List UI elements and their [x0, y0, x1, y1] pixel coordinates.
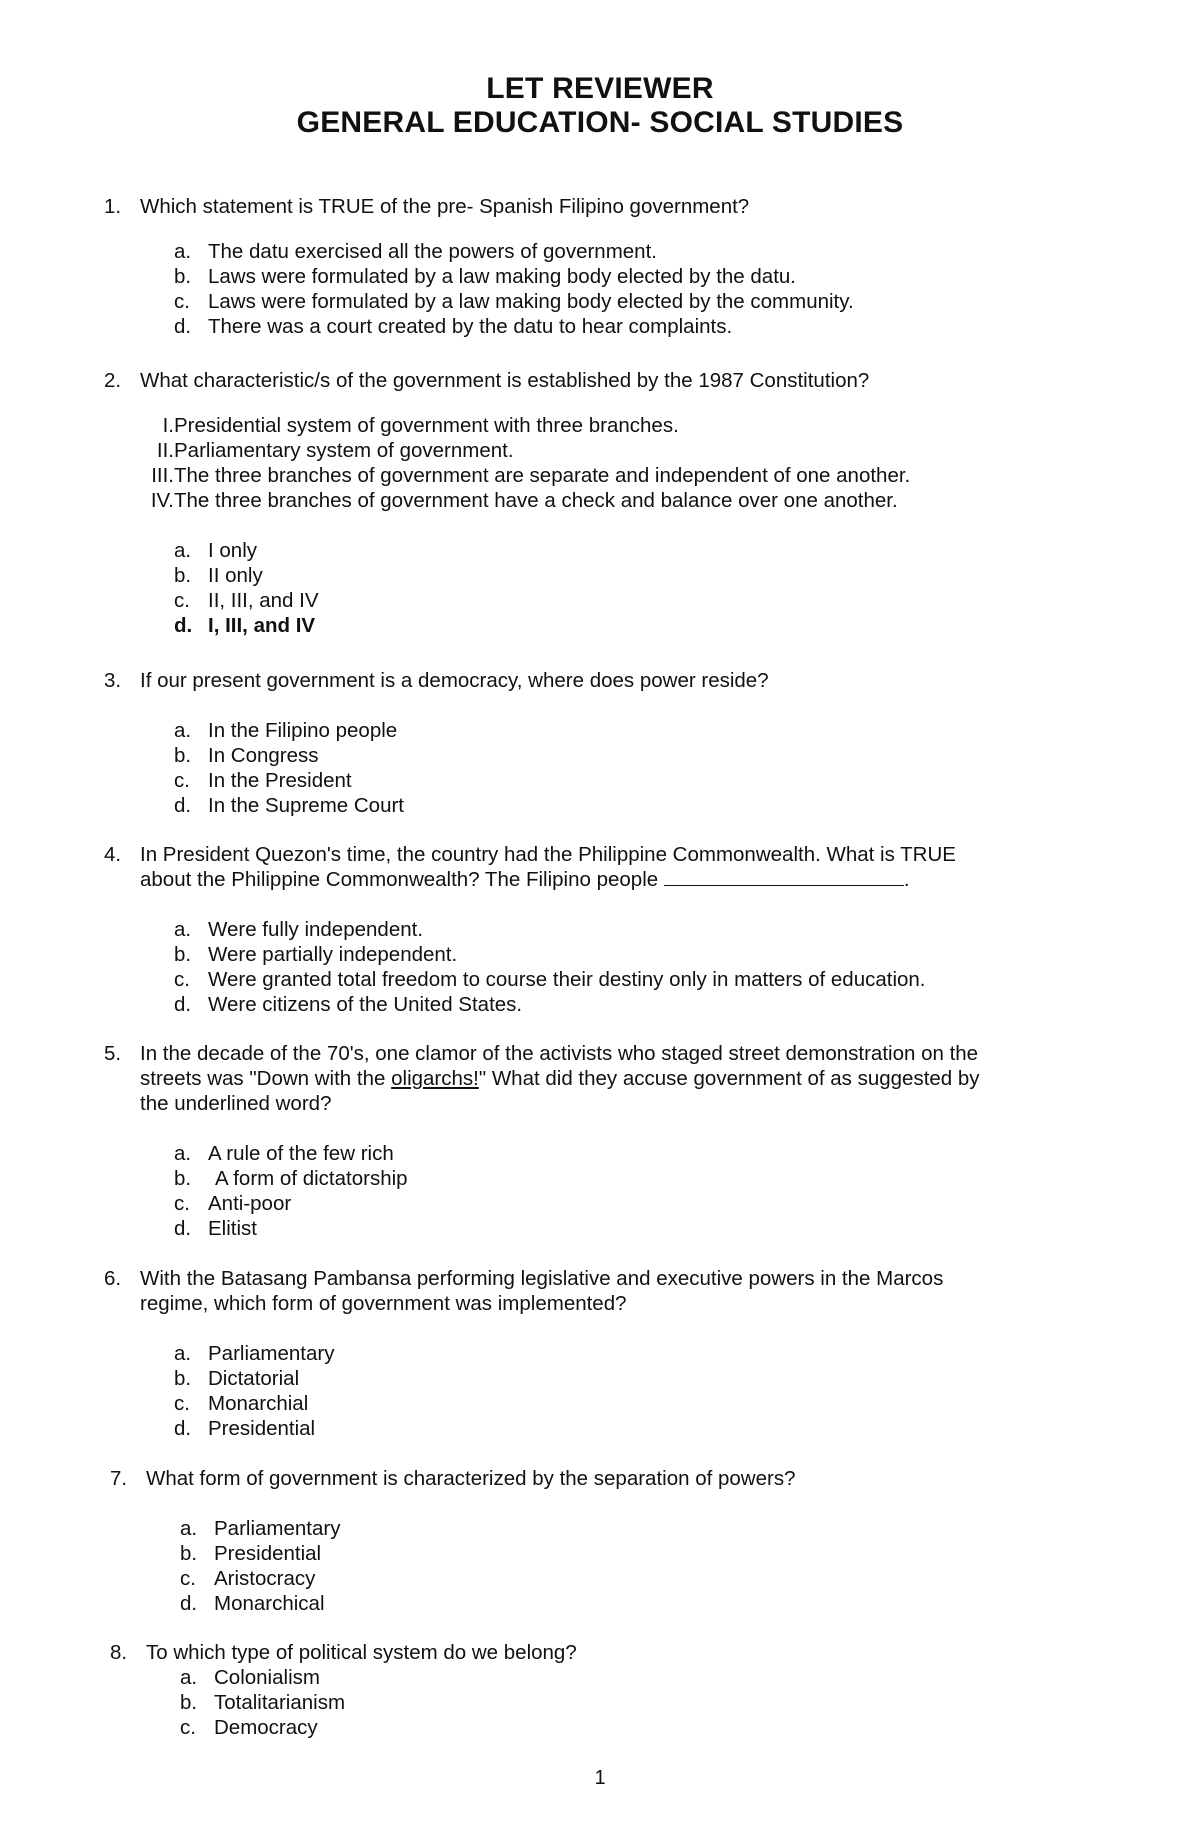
option-letter: d.	[180, 1592, 198, 1615]
roman-numeral: II.	[156, 439, 174, 462]
option-text: Aristocracy	[214, 1567, 316, 1590]
question-1	[104, 194, 1124, 339]
roman-numeral: IV.	[150, 489, 174, 512]
question-6	[104, 1266, 1124, 1441]
answer-option	[104, 743, 1124, 768]
roman-numeral: I.	[162, 414, 174, 437]
question-number: 1.	[104, 195, 122, 218]
page-title: LET REVIEWER	[486, 72, 714, 105]
question-text-end: .	[903, 868, 910, 891]
answer-options	[104, 1665, 1124, 1740]
option-letter: a.	[174, 719, 192, 742]
question-8	[104, 1640, 1124, 1740]
option-letter: d.	[174, 315, 192, 338]
option-letter: b.	[174, 265, 192, 288]
question-stem	[104, 1640, 1124, 1665]
option-letter: a.	[174, 1342, 192, 1365]
option-text: Were partially independent.	[208, 943, 458, 966]
statement-text: Parliamentary system of government.	[174, 439, 514, 462]
roman-statements	[104, 413, 1124, 513]
option-text: Presidential	[214, 1542, 322, 1565]
option-text: A form of dictatorship	[215, 1167, 408, 1190]
answer-option	[104, 1541, 1124, 1566]
question-text-line: In President Quezon's time, the country had the Philippine Commonwealth. What is TRUE	[140, 843, 956, 866]
option-text: Presidential	[208, 1417, 316, 1440]
statement-text: Presidential system of government with three branches.	[174, 414, 679, 437]
option-letter: d.	[174, 1217, 192, 1240]
option-letter: c.	[174, 1392, 190, 1415]
answer-option	[104, 1341, 1124, 1366]
option-letter: c.	[180, 1716, 196, 1739]
question-text: " What did they accuse government of as suggested by	[478, 1067, 980, 1090]
option-letter: a.	[180, 1666, 198, 1689]
question-text: What form of government is characterized by the separation of powers?	[146, 1467, 796, 1490]
answer-option	[104, 1516, 1124, 1541]
answer-option	[104, 588, 1124, 613]
answer-option	[104, 967, 1124, 992]
option-letter: c.	[174, 1192, 190, 1215]
answer-option	[104, 314, 1124, 339]
option-letter: b.	[174, 564, 192, 587]
question-3	[104, 668, 1124, 818]
answer-option	[104, 239, 1124, 264]
question-text-line: the underlined word?	[140, 1092, 332, 1115]
option-text: Colonialism	[214, 1666, 320, 1689]
option-text: Dictatorial	[208, 1367, 300, 1390]
answer-option	[104, 1665, 1124, 1690]
question-stem	[104, 1266, 1124, 1316]
answer-options	[104, 1141, 1124, 1241]
statement-text: The three branches of government have a check and balance over one another.	[174, 489, 898, 512]
option-text: II only	[208, 564, 263, 587]
answer-option	[104, 1690, 1124, 1715]
option-letter: b.	[174, 943, 192, 966]
question-stem	[104, 842, 1124, 892]
answer-option	[104, 793, 1124, 818]
answer-option	[104, 1566, 1124, 1591]
question-text-line	[140, 867, 1124, 892]
question-text: Which statement is TRUE of the pre- Spanish Filipino government?	[140, 195, 750, 218]
option-letter: c.	[180, 1567, 196, 1590]
roman-statement	[104, 488, 1124, 513]
question-number: 7.	[110, 1467, 128, 1490]
answer-options	[104, 917, 1124, 1017]
option-text: In the President	[208, 769, 352, 792]
option-text: I only	[208, 539, 257, 562]
option-letter: d.	[174, 1417, 192, 1440]
answer-option	[104, 563, 1124, 588]
question-text-line	[140, 1066, 1124, 1091]
question-number: 8.	[110, 1641, 128, 1664]
question-text: What characteristic/s of the government is established by the 1987 Constitution?	[140, 369, 870, 392]
answer-option-highlighted	[104, 613, 1124, 638]
question-number: 5.	[104, 1042, 122, 1065]
answer-options	[104, 1516, 1124, 1616]
option-letter: a.	[180, 1517, 198, 1540]
answer-option	[104, 768, 1124, 793]
option-text: Parliamentary	[214, 1517, 341, 1540]
option-text: I, III, and IV	[208, 614, 316, 637]
option-text: Were granted total freedom to course their destiny only in matters of education.	[208, 968, 926, 991]
answer-option	[104, 264, 1124, 289]
option-text: Elitist	[208, 1217, 257, 1240]
option-text: Totalitarianism	[214, 1691, 346, 1714]
answer-option	[104, 1141, 1124, 1166]
answer-options	[104, 538, 1124, 638]
answer-option	[104, 289, 1124, 314]
question-stem	[104, 1466, 1124, 1491]
answer-options	[104, 1341, 1124, 1441]
question-stem	[104, 194, 1124, 219]
answer-option	[104, 1216, 1124, 1241]
answer-options	[104, 718, 1124, 818]
option-text: The datu exercised all the powers of government.	[208, 240, 657, 263]
answer-option	[104, 1416, 1124, 1441]
option-text: II, III, and IV	[208, 589, 319, 612]
option-letter: d.	[174, 993, 192, 1016]
question-stem	[104, 368, 1124, 393]
question-text-line: In the decade of the 70's, one clamor of the activists who staged street demonstration on the	[140, 1042, 979, 1065]
roman-statement	[104, 413, 1124, 438]
answer-option	[104, 1591, 1124, 1616]
question-stem	[104, 668, 1124, 693]
option-letter: b.	[174, 1367, 192, 1390]
question-2	[104, 368, 1124, 638]
answer-option	[104, 1391, 1124, 1416]
answer-option	[104, 1166, 1124, 1191]
roman-statement	[104, 463, 1124, 488]
option-text: In the Filipino people	[208, 719, 398, 742]
option-text: Laws were formulated by a law making body elected by the community.	[208, 290, 854, 313]
option-text: In Congress	[208, 744, 319, 767]
option-text: Laws were formulated by a law making body elected by the datu.	[208, 265, 796, 288]
answer-option	[104, 718, 1124, 743]
option-text: Monarchical	[214, 1592, 325, 1615]
option-letter: c.	[174, 589, 190, 612]
option-text: Anti-poor	[208, 1192, 292, 1215]
statement-text: The three branches of government are separate and independent of one another.	[174, 464, 911, 487]
option-text: Monarchial	[208, 1392, 309, 1415]
option-letter: a.	[174, 918, 192, 941]
option-text: A rule of the few rich	[208, 1142, 394, 1165]
question-5	[104, 1041, 1124, 1241]
option-text: In the Supreme Court	[208, 794, 404, 817]
option-text: Democracy	[214, 1716, 318, 1739]
option-letter: c.	[174, 290, 190, 313]
answer-blank	[664, 867, 904, 886]
question-7	[104, 1466, 1124, 1616]
question-text-line: regime, which form of government was implemented?	[140, 1292, 627, 1315]
option-letter: c.	[174, 968, 190, 991]
option-letter: a.	[174, 539, 192, 562]
option-letter: a.	[174, 1142, 192, 1165]
option-letter: b.	[174, 1167, 192, 1190]
answer-option	[104, 1191, 1124, 1216]
question-text: To which type of political system do we belong?	[146, 1641, 577, 1664]
roman-numeral: III.	[151, 464, 174, 487]
roman-statement	[104, 438, 1124, 463]
question-number: 2.	[104, 369, 122, 392]
option-text: There was a court created by the datu to hear complaints.	[208, 315, 733, 338]
answer-options	[104, 239, 1124, 339]
page-subtitle: GENERAL EDUCATION- SOCIAL STUDIES	[296, 106, 904, 139]
answer-option	[104, 1366, 1124, 1391]
question-number: 3.	[104, 669, 122, 692]
answer-option	[104, 917, 1124, 942]
option-letter: b.	[174, 744, 192, 767]
answer-option	[104, 538, 1124, 563]
option-letter: b.	[180, 1691, 198, 1714]
question-stem	[104, 1041, 1124, 1116]
question-number: 4.	[104, 843, 122, 866]
option-letter: b.	[180, 1542, 198, 1565]
answer-option	[104, 992, 1124, 1017]
question-4	[104, 842, 1124, 1017]
underlined-word: oligarchs!	[391, 1067, 479, 1090]
option-text: Were citizens of the United States.	[208, 993, 523, 1016]
question-number: 6.	[104, 1267, 122, 1290]
page-number: 1	[594, 1767, 606, 1789]
question-text: streets was "Down with the	[140, 1067, 392, 1090]
option-letter: a.	[174, 240, 192, 263]
option-letter: d.	[174, 794, 192, 817]
option-text: Were fully independent.	[208, 918, 424, 941]
answer-option	[104, 1715, 1124, 1740]
option-letter: c.	[174, 769, 190, 792]
option-text: Parliamentary	[208, 1342, 335, 1365]
question-text: about the Philippine Commonwealth? The Filipino people	[140, 868, 659, 891]
question-text-line: With the Batasang Pambansa performing legislative and executive powers in the Marcos	[140, 1267, 944, 1290]
option-letter: d.	[174, 614, 193, 637]
answer-option	[104, 942, 1124, 967]
question-text: If our present government is a democracy, where does power reside?	[140, 669, 769, 692]
